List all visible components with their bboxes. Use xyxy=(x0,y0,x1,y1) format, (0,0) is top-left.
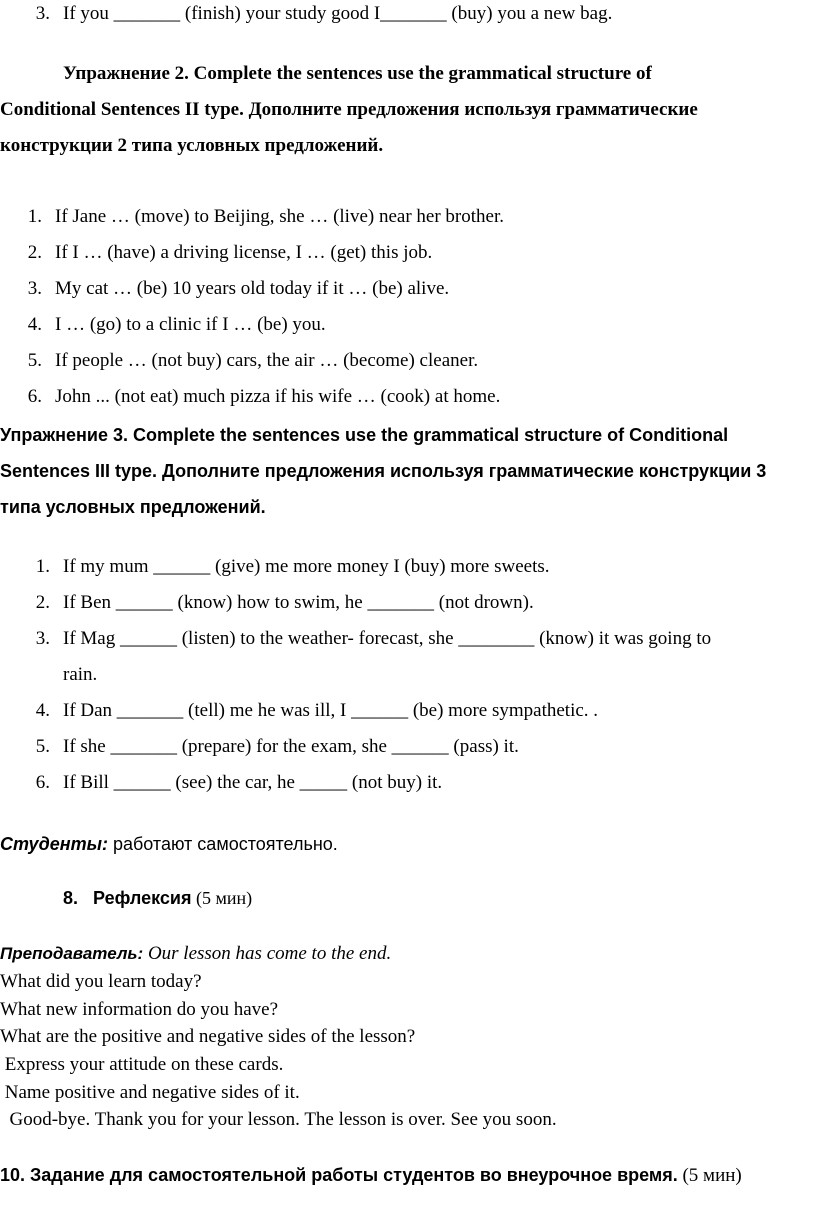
exercise-2-heading-line2: Conditional Sentences II type. Дополните предложения используя грамматические xyxy=(0,99,698,120)
list-number: 3. xyxy=(35,628,50,649)
list-item-text: If Mag ______ (listen) to the weather- forecast, she ________ (know) it was going to xyxy=(63,628,712,649)
section-time: (5 мин) xyxy=(677,1165,742,1186)
teacher-question: What did you learn today? xyxy=(0,971,202,992)
list-number: 2. xyxy=(35,592,50,613)
list-item-text: If people … (not buy) cars, the air … (become) cleaner. xyxy=(55,350,479,371)
teacher-farewell: Good-bye. Thank you for your lesson. The lesson is over. See you soon. xyxy=(0,1109,557,1130)
section-8-heading xyxy=(63,888,252,909)
teacher-instruction: Express your attitude on these cards. xyxy=(0,1054,284,1075)
list-number: 1. xyxy=(35,556,50,577)
students-label: Студенты: xyxy=(0,834,108,854)
list-item-text: I … (go) to a clinic if I … (be) you. xyxy=(55,314,326,335)
section-title: Рефлексия xyxy=(93,888,192,908)
list-item-text: John ... (not eat) much pizza if his wife … (cook) at home. xyxy=(55,386,501,407)
teacher-text: Our lesson has come to the end. xyxy=(143,943,392,964)
section-title: 10. Задание для самостоятельной работы студентов во внеурочное время. xyxy=(0,1165,678,1185)
exercise-3-heading-line2: Sentences III type. Дополните предложения используя грамматические конструкции 3 xyxy=(0,461,767,481)
students-text: работают самостоятельно. xyxy=(107,834,338,854)
teacher-label: Преподаватель: xyxy=(0,944,144,963)
list-number: 3. xyxy=(27,278,42,299)
list-item-text: If she _______ (prepare) for the exam, she ______ (pass) it. xyxy=(63,736,519,757)
teacher-instruction: Name positive and negative sides of it. xyxy=(0,1082,300,1103)
exercise-2-heading-line3: конструкции 2 типа условных предложений. xyxy=(0,135,384,156)
list-item-text: My cat … (be) 10 years old today if it … (be) alive. xyxy=(55,278,450,299)
list-item-text: If Ben ______ (know) how to swim, he _______ (not drown). xyxy=(63,592,534,613)
list-item-text: If you _______ (finish) your study good I_______ (buy) you a new bag. xyxy=(63,3,613,24)
list-number: 5. xyxy=(27,350,42,371)
list-item-text: If I … (have) a driving license, I … (get) this job. xyxy=(55,242,433,263)
list-item-text: If my mum ______ (give) me more money I (buy) more sweets. xyxy=(63,556,550,577)
list-item-text: If Bill ______ (see) the car, he _____ (not buy) it. xyxy=(63,772,443,793)
list-number: 1. xyxy=(27,206,42,227)
list-number: 6. xyxy=(35,772,50,793)
exercise-3-heading-line3: типа условных предложений. xyxy=(0,497,266,517)
list-number: 2. xyxy=(27,242,42,263)
exercise-2-heading-line1: Упражнение 2. Complete the sentences use the grammatical structure of xyxy=(63,63,652,84)
students-line xyxy=(0,834,338,855)
teacher-line xyxy=(0,943,391,965)
teacher-question: What are the positive and negative sides of the lesson? xyxy=(0,1026,416,1047)
list-item-text: If Jane … (move) to Beijing, she … (live) near her brother. xyxy=(55,206,504,227)
list-number: 3. xyxy=(35,3,50,24)
section-number: 8. xyxy=(63,888,79,908)
section-time: (5 мин) xyxy=(191,888,253,908)
list-item-continuation: rain. xyxy=(63,664,98,685)
exercise-3-heading-line1: Упражнение 3. Complete the sentences use the grammatical structure of Conditional xyxy=(0,425,729,445)
list-item-text: If Dan _______ (tell) me he was ill, I ______ (be) more sympathetic. . xyxy=(63,700,599,721)
list-number: 4. xyxy=(35,700,50,721)
list-number: 4. xyxy=(27,314,42,335)
list-number: 5. xyxy=(35,736,50,757)
section-10-heading xyxy=(0,1165,742,1187)
teacher-question: What new information do you have? xyxy=(0,999,279,1020)
list-number: 6. xyxy=(27,386,42,407)
